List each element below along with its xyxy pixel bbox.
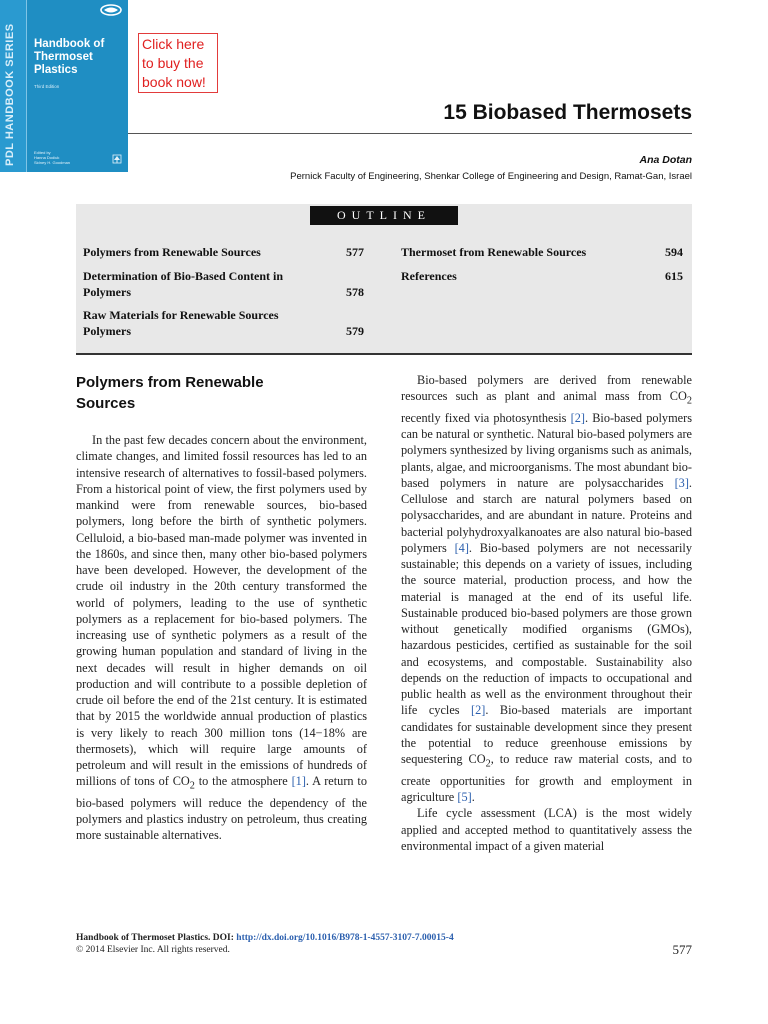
- citation-link-2[interactable]: [2]: [570, 410, 585, 425]
- toc-entry-thermoset-renewable[interactable]: Thermoset from Renewable Sources: [401, 245, 587, 259]
- cover-title: Handbook of Thermoset Plastics: [34, 38, 105, 76]
- doi-link[interactable]: http://dx.doi.org/10.1016/B978-1-4557-3107-7.00015-4: [236, 933, 454, 943]
- publisher-logo-icon: [100, 4, 122, 16]
- author-name: Ana Dotan: [639, 154, 692, 166]
- buy-book-link[interactable]: Click here to buy the book now!: [138, 33, 218, 93]
- toc-page-579[interactable]: 579: [346, 324, 364, 338]
- header-divider: [128, 133, 692, 134]
- toc-page-615[interactable]: 615: [665, 269, 683, 283]
- citation-link-5[interactable]: [5]: [457, 790, 472, 805]
- toc-page-578[interactable]: 578: [346, 285, 364, 299]
- citation-link-3[interactable]: [3]: [674, 475, 689, 490]
- cover-editors: Edited by Hanna Dodiuk Sidney H. Goodman: [34, 150, 71, 165]
- cover-edition: Third Edition: [34, 84, 60, 89]
- toc-page-577[interactable]: 577: [346, 245, 364, 259]
- paragraph-lca: Life cycle assessment (LCA) is the most widely applied and accepted method to quantitatively assess the environmental impact of a given material: [401, 806, 692, 853]
- outline-label: OUTLINE: [310, 206, 458, 225]
- toc-entry-polymers-renewable[interactable]: Polymers from Renewable Sources: [83, 245, 261, 259]
- book-cover[interactable]: [0, 0, 128, 172]
- elsevier-tree-icon: [112, 154, 122, 164]
- author-affiliation: Pernick Faculty of Engineering, Shenkar College of Engineering and Design, Ramat-Gan, Israel: [290, 171, 692, 182]
- page-footer: [76, 932, 454, 956]
- toc-entry-raw-materials[interactable]: Raw Materials for Renewable Sources Polymers: [83, 308, 279, 338]
- toc-page-594[interactable]: 594: [665, 245, 683, 259]
- copyright-notice: © 2014 Elsevier Inc. All rights reserved.: [76, 945, 230, 955]
- paragraph-bio-based: Bio-based polymers are derived from renewable resources such as plant and animal mass from $CO_2$ recently fixed via photosynthesis [2]. Bio-based polymers can be natural or synthetic. Natural bio-based polymers are polymers synthesized by living organisms such as animals, plants, algae, and microorganisms. The most abundant bio-based polymers in nature are polysaccharides [3]. Cellulose and starch are natural polymers based on polysaccharides, and are abundant in nature. Proteins and bacterial polyhydroxyalkanoates are also natural bio-based polymers [4]. Bio-based polymers are not necessarily sustainable; this depends on a variety of issues, including the source material, production process, and how the material is managed at the end of its useful life. Sustainable produced bio-based polymers are those grown without genetically modified organisms (GMOs), hazardous pesticides, certified as sustainable for the soil and ecosystems, and compostable. Sustainability also depends on the reduction of impacts to occupational and public health as well as the environment throughout their life cycles [2]. Bio-based materials are important candidates for sustainable development since they present the potential to reduce greenhouse emissions by sequestering $CO_2$, to reduce raw material costs, and to create opportunities for growth and employment in agriculture [5].: [401, 373, 692, 805]
- toc-entry-references[interactable]: References: [401, 269, 457, 283]
- page-number: 577: [672, 942, 692, 957]
- paragraph-intro: In the past few decades concern about the environment, climate changes, and limited fossil resources has led to an intensive research of alternatives to fossil-based polymers. From a historical point of view, the first polymers used by mankind were from renewable sources, bio-based polymers, long before the birth of synthetic polymers. Celluloid, a bio-based man-made polymer was invented in the 1860s, and since then, many other bio-based polymers have been developed. However, the development of the crude oil industry in the 20th century transformed the world of polymers, leading to the use of synthetic polymers as a replacement for bio-based polymers. The increasing use of synthetic polymers as a result of the growing human population and standard of living in the next decades will result in higher demands on oil production and will contribute to a possible depletion of crude oil before the end of the 21st century. It is estimated that by 2015 the worldwide annual production of plastics is very likely to reach 300 million tons (14−18% are thermosets), which will require large amounts of petroleum and will result in the emissions of hundreds of millions of tons of $CO_2$ to the atmosphere [1]. A return to bio-based polymers will reduce the dependency of the polymers and plastics industry on petroleum, thus creating more sustainable alternatives.: [76, 433, 367, 843]
- chapter-title: 15 Biobased Thermosets: [443, 101, 692, 124]
- footer-journal: Handbook of Thermoset Plastics. DOI:: [76, 933, 237, 943]
- chapter-outline: [76, 204, 692, 355]
- citation-link-2b[interactable]: [2]: [471, 703, 486, 718]
- toc-entry-bio-based-content[interactable]: Determination of Bio-Based Content in Polymers: [83, 269, 283, 299]
- section-heading: Polymers from Renewable Sources: [76, 374, 264, 412]
- right-column: [401, 372, 692, 854]
- citation-link-4[interactable]: [4]: [454, 540, 469, 555]
- left-column: [76, 372, 367, 844]
- citation-link-1[interactable]: [1]: [291, 774, 306, 789]
- cover-series-label: PDL HANDBOOK SERIES: [4, 23, 16, 166]
